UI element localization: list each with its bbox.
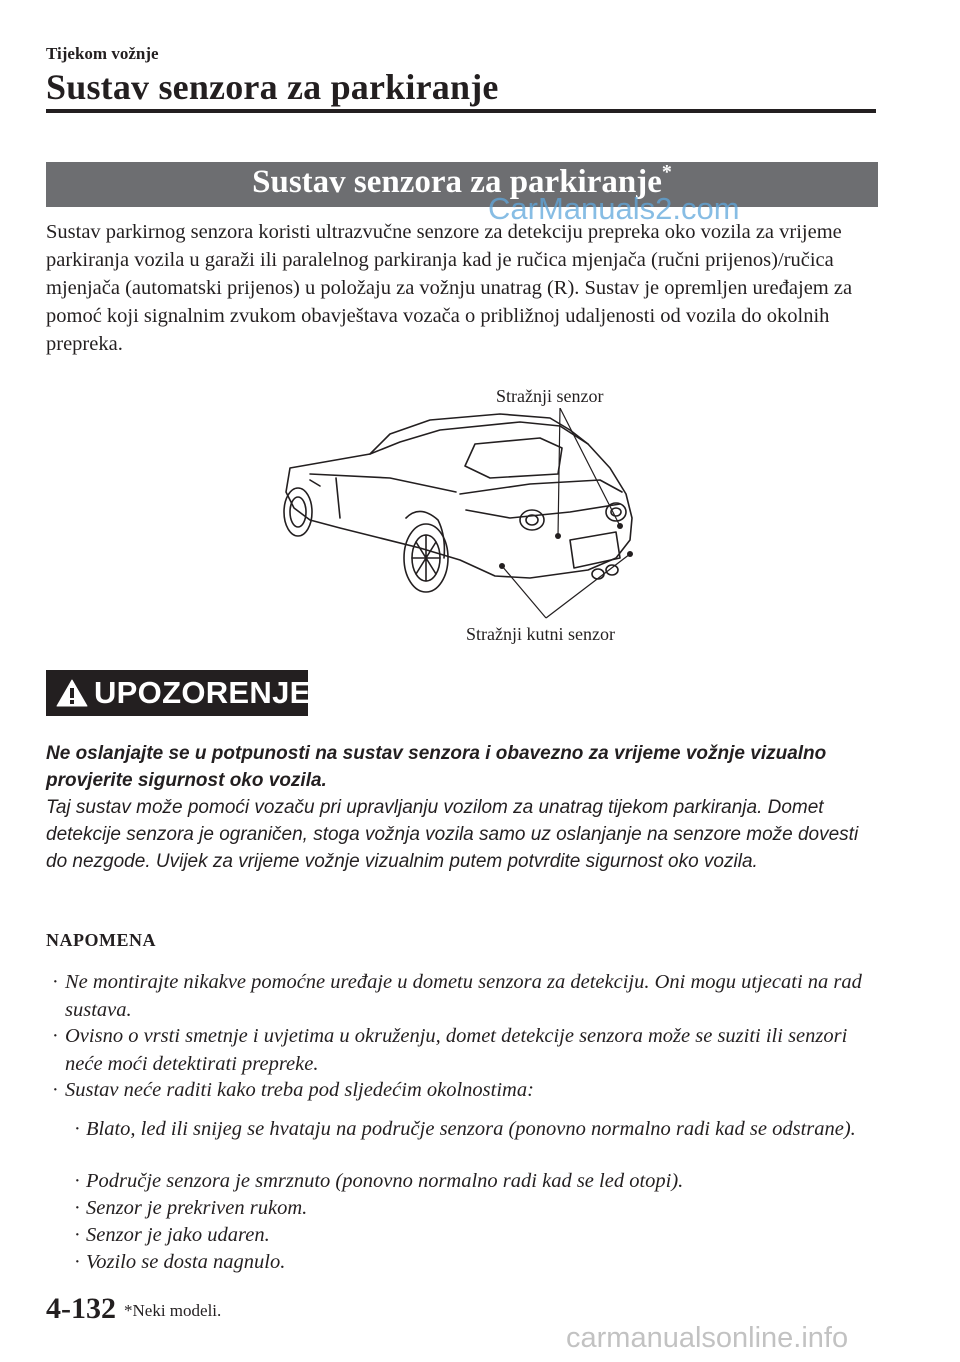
footnote: *Neki modeli. xyxy=(124,1301,222,1320)
note-sub-bullet xyxy=(68,1248,868,1276)
car-rear-illustration xyxy=(270,408,650,624)
section-heading-text: Sustav senzora za parkiranje xyxy=(252,164,662,200)
note-sub-bullet-text: Blato, led ili snijeg se hvataju na područje senzora (ponovno normalno radi kad se odstrane). xyxy=(86,1118,856,1140)
page-title: Sustav senzora za parkiranje xyxy=(46,67,499,107)
section-kicker: Tijekom vožnje xyxy=(46,44,159,63)
note-bullet xyxy=(46,968,886,1024)
note-bullet xyxy=(46,1076,886,1104)
bullet-dot: · xyxy=(74,1118,81,1140)
note-sub-bullet-text: Područje senzora je smrznuto (ponovno normalno radi kad se led otopi). xyxy=(86,1170,684,1192)
title-rule xyxy=(46,109,876,113)
bullet-dot: · xyxy=(74,1197,81,1219)
note-sub-bullet xyxy=(68,1115,868,1143)
warning-header xyxy=(46,670,311,716)
section-heading xyxy=(46,161,878,201)
bullet-dot: · xyxy=(52,1079,59,1101)
note-bullet-text: Ne montirajte nikakve pomoćne uređaje u dometu senzora za detekciju. Oni mogu utjecati na rad sustava. xyxy=(65,971,862,1021)
watermark-bottom: carmanualsonline.info xyxy=(566,1322,849,1354)
bullet-dot: · xyxy=(74,1170,81,1192)
watermark-top: CarManuals2.com xyxy=(488,191,740,226)
warning-bold-text: Ne oslanjajte se u potpunosti na sustav senzora i obavezno za vrijeme vožnje vizualno provjerite sigurnost oko vozila. xyxy=(46,743,827,791)
note-bullet-text: Ovisno o vrsti smetnje i uvjetima u okruženju, domet detekcije senzora može se suziti ili senzori neće moći detektirati prepreke. xyxy=(65,1025,848,1075)
figure-label-rear-corner-sensor: Stražnji kutni senzor xyxy=(466,624,615,644)
warning-text: Taj sustav može pomoći vozaču pri upravljanju vozilom za unatrag tijekom parkiranja. Domet detekcije senzora je ograničen, stoga vožnja vozila samo uz oslanjanje na senzore može dovesti do nezgode. Uvijek za vrijeme vožnje vizualnim putem potvrdite sigurnost oko vozila. xyxy=(46,797,859,872)
intro-paragraph: Sustav parkirnog senzora koristi ultrazvučne senzore za detekciju prepreka oko vozila za vrijeme parkiranja vozila u garaži ili paralelnog parkiranja kad je ručica mjenjača (ručni prijenos)/ručica mjenjača (automatski prijenos) u položaju za vožnju unatrag (R). Sustav je opremljen uređajem za pomoć koji signalnim zvukom obavještava vozača o približnoj udaljenosti od vozila do okolnih prepreka. xyxy=(46,221,853,355)
note-sub-bullet-text: Senzor je jako udaren. xyxy=(86,1224,270,1246)
bullet-dot: · xyxy=(52,1025,59,1047)
note-sub-bullet xyxy=(68,1167,868,1195)
note-bullet xyxy=(46,1022,886,1078)
heading-asterisk: * xyxy=(661,161,672,183)
note-bullet-text: Sustav neće raditi kako treba pod sljedećim okolnostima: xyxy=(65,1079,534,1101)
bullet-dot: · xyxy=(52,971,59,993)
page-number: 4-132 xyxy=(46,1292,116,1325)
warning-body xyxy=(46,740,876,875)
note-sub-bullet-text: Vozilo se dosta nagnulo. xyxy=(86,1251,286,1273)
note-sub-bullet-text: Senzor je prekriven rukom. xyxy=(86,1197,308,1219)
bullet-dot: · xyxy=(74,1224,81,1246)
warning-title: UPOZORENJE xyxy=(94,675,311,710)
warning-triangle-icon xyxy=(56,678,88,708)
section-heading-bar xyxy=(46,162,878,207)
bullet-dot: · xyxy=(74,1251,81,1273)
note-sub-bullet xyxy=(68,1221,868,1249)
figure-label-rear-sensor: Stražnji senzor xyxy=(496,386,604,406)
note-header: NAPOMENA xyxy=(46,930,156,950)
note-sub-bullet xyxy=(68,1194,868,1222)
